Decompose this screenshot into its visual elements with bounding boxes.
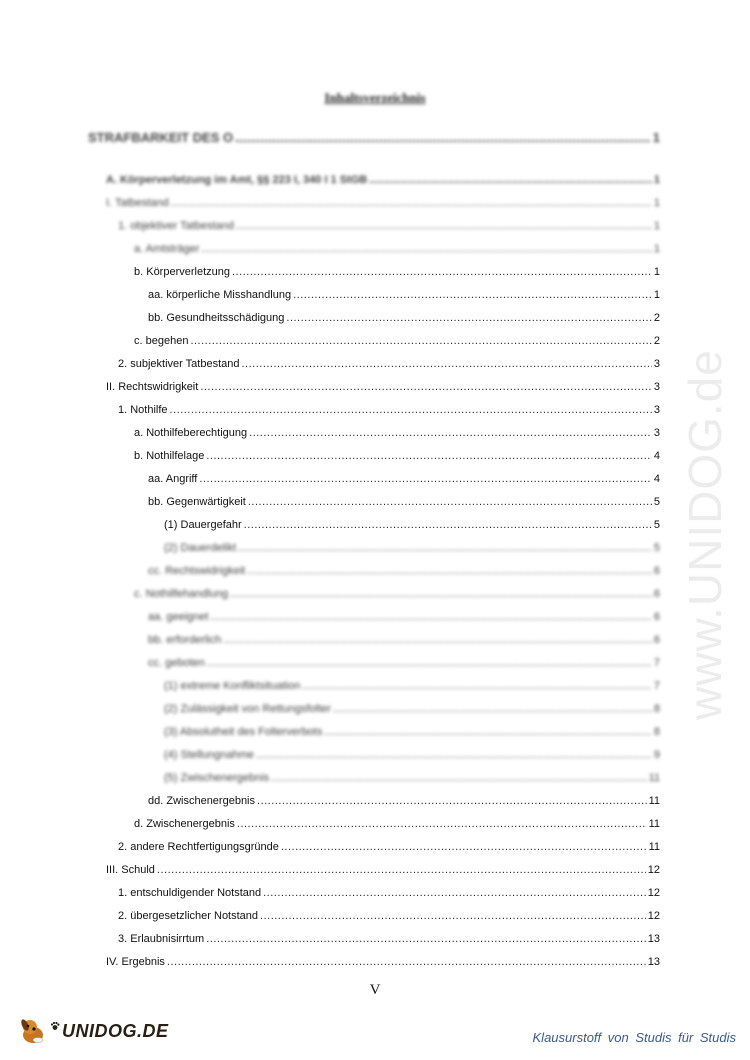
toc-leader-dots bbox=[207, 656, 652, 670]
toc-entry-label: b. Nothilfelage bbox=[134, 450, 205, 462]
toc-leader-dots bbox=[302, 679, 652, 693]
toc-leader-dots bbox=[260, 909, 646, 923]
toc-leader-dots bbox=[257, 794, 647, 808]
toc-entry-label: III. Schuld bbox=[106, 864, 155, 876]
toc-entry-label: (2) Zulässigkeit von Rettungsfolter bbox=[164, 703, 331, 715]
toc-entry-label: A. Körperverletzung im Amt, §§ 223 I, 340 I 1 StGB bbox=[106, 174, 368, 186]
toc-entry-page: 5 bbox=[653, 496, 660, 508]
page-number: V bbox=[369, 982, 381, 998]
toc-entry-page: 7 bbox=[653, 657, 660, 669]
toc-entry bbox=[164, 679, 660, 693]
toc-entry-label: cc. Rechtswidrigkeit bbox=[148, 565, 246, 577]
toc-leader-dots bbox=[230, 587, 652, 601]
toc-entry bbox=[164, 518, 660, 532]
toc-entry-page: 6 bbox=[653, 634, 660, 646]
toc-entry-page: 7 bbox=[653, 680, 660, 692]
toc-entry bbox=[164, 771, 660, 785]
toc-entry-page: 4 bbox=[653, 473, 660, 485]
toc-entry-label: aa. Angriff bbox=[148, 473, 198, 485]
toc-entry-page: 11 bbox=[648, 772, 660, 784]
toc-entry bbox=[134, 587, 660, 601]
toc-entry-label: IV. Ergebnis bbox=[106, 956, 165, 968]
toc-entry-label: (3) Absolutheit des Folterverbots bbox=[164, 726, 323, 738]
toc-leader-dots bbox=[237, 817, 647, 831]
toc-entry bbox=[118, 886, 660, 900]
toc-leader-dots bbox=[206, 932, 646, 946]
toc-entry-label: (1) Dauergefahr bbox=[164, 519, 242, 531]
toc-leader-dots bbox=[201, 242, 651, 256]
toc-entry bbox=[148, 472, 660, 486]
toc-leader-dots bbox=[223, 633, 652, 647]
toc-entry bbox=[134, 265, 660, 279]
toc-entry-page: 6 bbox=[653, 565, 660, 577]
toc-entry-label: a. Nothilfeberechtigung bbox=[134, 427, 248, 439]
toc-entry-label: 1. objektiver Tatbestand bbox=[118, 220, 234, 232]
toc-entry-page: 9 bbox=[653, 749, 660, 761]
toc-entry-label: STRAFBARKEIT DES O bbox=[88, 130, 234, 145]
toc-entry-page: 1 bbox=[653, 243, 660, 255]
toc-entry-label: 2. andere Rechtfertigungsgründe bbox=[118, 841, 279, 853]
toc-entry bbox=[164, 748, 660, 762]
toc-entry bbox=[118, 403, 660, 417]
unidog-logo bbox=[18, 1016, 169, 1046]
toc-entry bbox=[106, 173, 660, 187]
toc-title: Inhaltsverzeichnis bbox=[324, 90, 426, 105]
toc-entry bbox=[134, 242, 660, 256]
toc-entry-label: bb. Gesundheitsschädigung bbox=[148, 312, 285, 324]
toc-leader-dots bbox=[167, 955, 646, 969]
toc-entry bbox=[148, 794, 660, 808]
toc-entry bbox=[164, 541, 660, 555]
toc-leader-dots bbox=[157, 863, 646, 877]
toc-entry-page: 1 bbox=[653, 289, 660, 301]
toc-entry bbox=[118, 357, 660, 371]
toc-entry bbox=[148, 311, 660, 325]
toc-leader-dots bbox=[232, 265, 652, 279]
toc-entry-page: 5 bbox=[653, 542, 660, 554]
toc-entry-page: 8 bbox=[653, 703, 660, 715]
toc-entry bbox=[164, 702, 660, 716]
toc-entry bbox=[134, 426, 660, 440]
toc-entry bbox=[118, 932, 660, 946]
toc-entry-page: 3 bbox=[653, 404, 660, 416]
toc-leader-dots bbox=[238, 541, 652, 555]
paw-icon bbox=[50, 1021, 60, 1031]
toc-leader-dots bbox=[236, 219, 652, 233]
toc-entry-page: 6 bbox=[653, 611, 660, 623]
toc-leader-dots bbox=[200, 380, 652, 394]
toc-entry-label: bb. erforderlich bbox=[148, 634, 222, 646]
logo-text: UNIDOG.DE bbox=[62, 1020, 169, 1041]
toc-leader-dots bbox=[281, 840, 647, 854]
toc-entry bbox=[148, 610, 660, 624]
toc-leader-dots bbox=[190, 334, 651, 348]
toc-leader-dots bbox=[333, 702, 652, 716]
dog-icon bbox=[18, 1016, 48, 1046]
toc-leader-dots bbox=[369, 173, 652, 187]
toc-entry-label: dd. Zwischenergebnis bbox=[148, 795, 256, 807]
toc-leader-dots bbox=[235, 131, 651, 145]
toc-leader-dots bbox=[244, 518, 652, 532]
toc-leader-dots bbox=[247, 564, 652, 578]
toc-entry-page: 13 bbox=[647, 956, 660, 968]
toc-entry bbox=[148, 288, 660, 302]
toc-entry-page: 11 bbox=[648, 795, 660, 807]
toc-leader-dots bbox=[271, 771, 646, 785]
toc-entry-label: II. Rechtswidrigkeit bbox=[106, 381, 199, 393]
toc-entry bbox=[134, 449, 660, 463]
toc-entry-page: 1 bbox=[653, 174, 660, 186]
toc-entry-label: (4) Stellungnahme bbox=[164, 749, 254, 761]
toc-entry-page: 11 bbox=[648, 818, 660, 830]
toc-entry bbox=[118, 219, 660, 233]
toc-entry-page: 11 bbox=[648, 841, 660, 853]
toc-leader-dots bbox=[171, 196, 652, 210]
toc-entry-label: aa. körperliche Misshandlung bbox=[148, 289, 292, 301]
toc-entry bbox=[106, 863, 660, 877]
toc-entry bbox=[134, 334, 660, 348]
watermark: www.UNIDOG.de bbox=[679, 349, 731, 720]
toc-entry-label: c. Nothilfehandlung bbox=[134, 588, 229, 600]
toc-entry-label: bb. Gegenwärtigkeit bbox=[148, 496, 246, 508]
toc-entry-label: (1) extreme Konfliktsituation bbox=[164, 680, 301, 692]
toc-entry-page: 1 bbox=[652, 130, 660, 145]
toc-entry-label: aa. geeignet bbox=[148, 611, 209, 623]
toc-entry-label: c. begehen bbox=[134, 335, 189, 347]
toc-entry-page: 4 bbox=[653, 450, 660, 462]
toc-leader-dots bbox=[211, 610, 652, 624]
toc-entry-label: b. Körperverletzung bbox=[134, 266, 230, 278]
toc-entry bbox=[88, 131, 660, 145]
toc-leader-dots bbox=[248, 495, 652, 509]
toc-entry bbox=[106, 955, 660, 969]
toc-entry-page: 3 bbox=[653, 358, 660, 370]
toc-entry-label: 1. entschuldigender Notstand bbox=[118, 887, 262, 899]
toc-entry-label: d. Zwischenergebnis bbox=[134, 818, 235, 830]
toc-entry-label: a. Amtsträger bbox=[134, 243, 200, 255]
toc-entry-label: (5) Zwischenergebnis bbox=[164, 772, 270, 784]
toc-leader-dots bbox=[263, 886, 646, 900]
toc-entry-label: 1. Nothilfe bbox=[118, 404, 168, 416]
toc-entry bbox=[134, 817, 660, 831]
toc-entry-page: 1 bbox=[653, 266, 660, 278]
toc-leader-dots bbox=[256, 748, 652, 762]
toc-entry-page: 1 bbox=[653, 197, 660, 209]
toc-entry-page: 3 bbox=[653, 427, 660, 439]
toc-entry-page: 2 bbox=[653, 335, 660, 347]
toc-entry bbox=[118, 840, 660, 854]
toc-entry bbox=[148, 656, 660, 670]
toc-entry-page: 5 bbox=[653, 519, 660, 531]
toc-entry-label: cc. geboten bbox=[148, 657, 205, 669]
toc-entry bbox=[164, 725, 660, 739]
toc-entry-page: 6 bbox=[653, 588, 660, 600]
toc-entry-page: 3 bbox=[653, 381, 660, 393]
toc-entry bbox=[106, 380, 660, 394]
footer-slogan: Klausurstoff von Studis für Studis bbox=[532, 1030, 736, 1045]
toc-entry-page: 12 bbox=[647, 864, 660, 876]
toc-entry bbox=[148, 495, 660, 509]
toc-entry bbox=[106, 196, 660, 210]
toc-entry-page: 8 bbox=[653, 726, 660, 738]
toc-leader-dots bbox=[241, 357, 651, 371]
toc-leader-dots bbox=[206, 449, 652, 463]
toc-entry-page: 13 bbox=[647, 933, 660, 945]
toc-leader-dots bbox=[324, 725, 652, 739]
toc-leader-dots bbox=[249, 426, 652, 440]
toc-entry-page: 12 bbox=[647, 887, 660, 899]
toc-entry-label: 2. subjektiver Tatbestand bbox=[118, 358, 240, 370]
toc-entry-label: 2. übergesetzlicher Notstand bbox=[118, 910, 259, 922]
toc-leader-dots bbox=[293, 288, 652, 302]
toc-leader-dots bbox=[170, 403, 652, 417]
toc-leader-dots bbox=[286, 311, 651, 325]
toc-entry-label: 3. Erlaubnisirrtum bbox=[118, 933, 205, 945]
toc-entry bbox=[148, 633, 660, 647]
toc-entry bbox=[118, 909, 660, 923]
toc-entry-label: I. Tatbestand bbox=[106, 197, 169, 209]
toc-entry bbox=[148, 564, 660, 578]
toc-entry-page: 1 bbox=[653, 220, 660, 232]
toc-entry-label: (2) Dauerdelikt bbox=[164, 542, 237, 554]
toc-entry-page: 2 bbox=[653, 312, 660, 324]
toc-leader-dots bbox=[199, 472, 652, 486]
toc-entry-page: 12 bbox=[647, 910, 660, 922]
